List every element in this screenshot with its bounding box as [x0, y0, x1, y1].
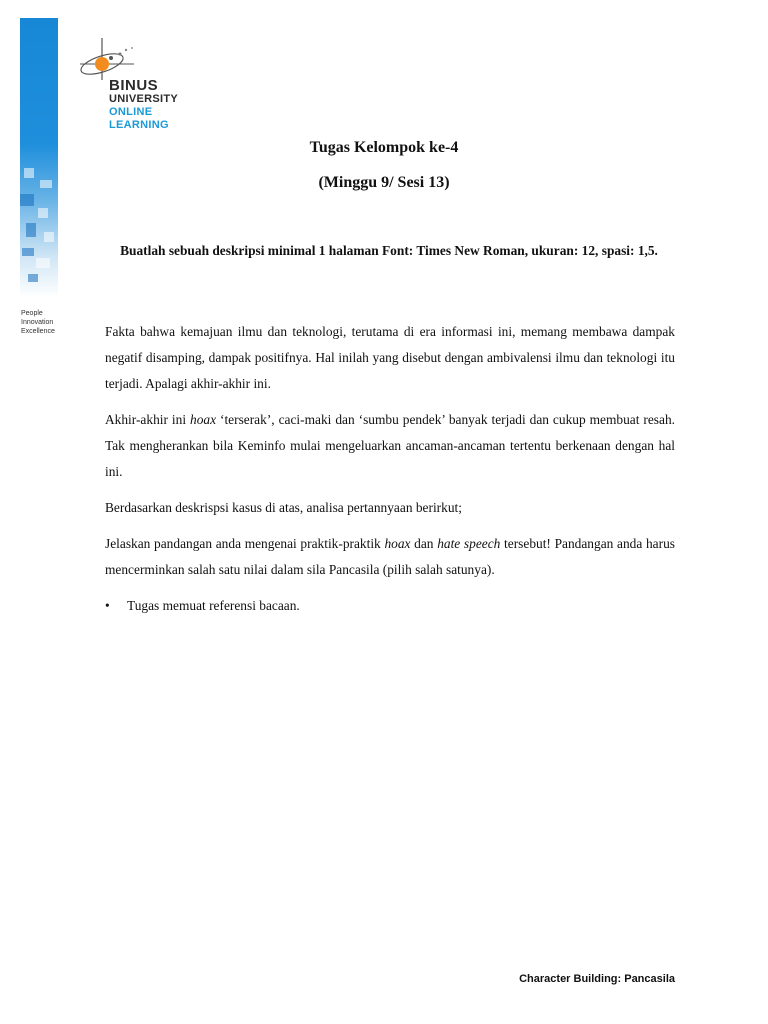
- instruction-text: Buatlah sebuah deskripsi minimal 1 halaman Font: Times New Roman, ukuran: 12, spasi: 1,5.: [120, 243, 658, 258]
- logo-brand: BINUS: [109, 77, 159, 94]
- tagline-line: People: [21, 310, 43, 317]
- page-footer: Character Building: Pancasila: [519, 973, 675, 985]
- logo-emblem-icon: [76, 36, 166, 81]
- binus-logo: [76, 36, 196, 136]
- tagline-line: Innovation: [21, 319, 54, 326]
- decorative-blue-strip: [20, 18, 58, 298]
- logo-learning: LEARNING: [109, 119, 169, 131]
- text-run: Akhir-akhir ini: [105, 412, 190, 427]
- tagline: [21, 309, 55, 336]
- text-run: tersebut! Pandangan anda harus mencerminkan salah satu nilai dalam sila Pancasila (pilih salah satunya).: [105, 536, 675, 577]
- tagline-line: Excellence: [21, 328, 55, 335]
- text-run: Jelaskan pandangan anda mengenai praktik-praktik: [105, 536, 385, 551]
- italic-term: hoax: [190, 412, 217, 427]
- italic-term: hoax: [384, 536, 411, 551]
- text-run: dan: [410, 536, 438, 551]
- bullet-icon: •: [105, 598, 110, 613]
- bullet-text: Tugas memuat referensi bacaan.: [127, 598, 300, 613]
- logo-online: ONLINE: [109, 106, 153, 118]
- assignment-title: Tugas Kelompok ke-4: [309, 139, 459, 156]
- paragraph: Fakta bahwa kemajuan ilmu dan teknologi, terutama di era informasi ini, memang membawa dampak negatif disamping, dampak positifnya. Hal inilah yang disebut dengan ambivalensi ilmu dan teknologi itu terjadi. Apalagi akhir-akhir ini.: [105, 324, 675, 391]
- assignment-subtitle: (Minggu 9/ Sesi 13): [318, 174, 450, 191]
- paragraph: Berdasarkan deskrispsi kasus di atas, analisa pertannyaan berirkut;: [105, 500, 462, 515]
- paragraph: [105, 407, 675, 485]
- text-run: ‘terserak’, caci-maki dan ‘sumbu pendek’ banyak terjadi dan cukup membuat resah. Tak mengherankan bila Keminfo mulai mengeluarkan ancaman-ancaman tertentu berkenaan dengan hal ini.: [105, 412, 675, 479]
- paragraph: [105, 531, 675, 583]
- logo-wordmark: [109, 78, 178, 132]
- document-body: [105, 319, 675, 619]
- italic-term: hate speech: [437, 536, 501, 551]
- logo-university: UNIVERSITY: [109, 93, 179, 105]
- bullet-item: [105, 593, 675, 619]
